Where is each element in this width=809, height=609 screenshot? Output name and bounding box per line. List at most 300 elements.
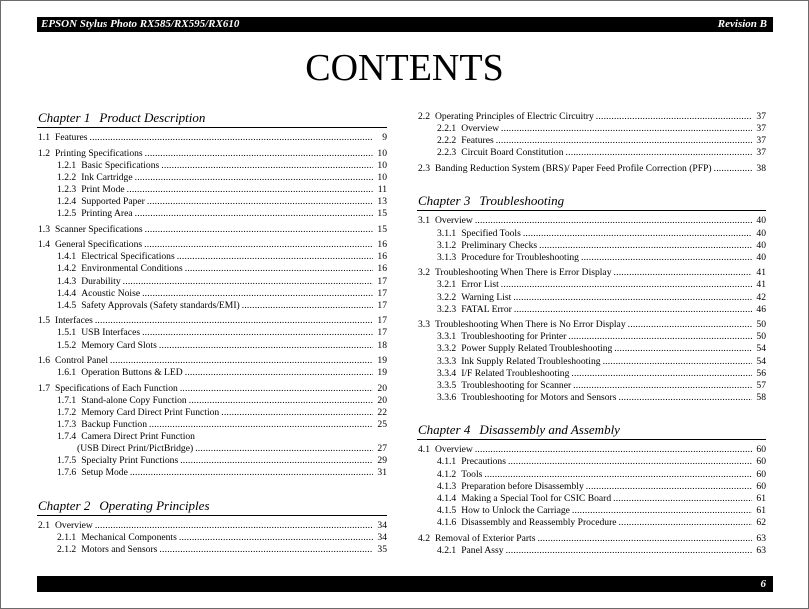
toc-section-link[interactable] (417, 319, 766, 331)
section-title: Making a Special Tool for CSIC Board (461, 492, 612, 504)
section-title: Basic Specifications (81, 159, 160, 171)
toc-subsection-link[interactable] (417, 356, 766, 368)
dot-leader (496, 135, 752, 147)
section-number: 3.3.2 (437, 343, 457, 355)
section-number: 2.1.2 (57, 544, 77, 556)
page-ref: 60 (756, 456, 766, 468)
section-title: Operating Principles of Electric Circuitry (435, 111, 594, 122)
toc-subsection-link[interactable] (37, 367, 387, 379)
section-title: General Specifications (55, 239, 143, 251)
toc-subsection-link[interactable] (417, 368, 766, 380)
dot-leader (572, 505, 752, 517)
section-title: Backup Function (81, 419, 148, 431)
page-ref: 54 (756, 355, 766, 367)
section-title: Specified Tools (461, 227, 521, 239)
dot-leader (475, 444, 752, 456)
page-ref: 20 (377, 394, 387, 406)
toc-subsection-link[interactable] (417, 292, 766, 304)
section-title: Panel Assy (461, 544, 504, 556)
dot-leader (539, 240, 752, 252)
section-number: 1.4.2 (57, 263, 77, 275)
section-title: Safety Approvals (Safety standards/EMI) (81, 299, 240, 311)
section-title: Procedure for Troubleshooting (461, 251, 579, 263)
toc-subsection-link[interactable] (37, 300, 387, 312)
section-number: 1.2 (38, 147, 50, 159)
toc-section-link[interactable] (37, 315, 387, 327)
dot-leader (161, 160, 373, 172)
toc-subsection-link[interactable] (417, 228, 766, 240)
dot-leader (127, 184, 373, 196)
section-number: 1.4.1 (57, 251, 77, 263)
section-title: Memory Card Slots (81, 339, 157, 351)
page-ref: 61 (756, 492, 766, 504)
section-title: Scanner Specifications (55, 223, 143, 235)
dot-leader (149, 419, 373, 431)
dot-leader (144, 239, 373, 251)
toc-left-column (37, 110, 387, 560)
dot-leader (145, 224, 373, 236)
page-ref: 57 (756, 379, 766, 391)
section-number: 3.3.5 (437, 379, 457, 391)
section-number: 1.7.5 (57, 455, 77, 467)
toc-subsection-link[interactable] (37, 419, 387, 431)
dot-leader (628, 319, 752, 331)
section-gap (417, 557, 766, 561)
running-footer (37, 576, 773, 592)
page-ref: 16 (377, 251, 387, 263)
page-ref: 17 (377, 287, 387, 299)
section-title: Features (461, 135, 494, 147)
toc-subsection-link[interactable] (417, 240, 766, 252)
toc-subsection-link[interactable] (417, 147, 766, 159)
toc-subsection-link[interactable] (37, 467, 387, 479)
section-number: 4.1.3 (437, 480, 457, 492)
section-number: 3.3.1 (437, 331, 457, 343)
section-number: 4.1 (418, 444, 430, 456)
section-title: Camera Direct Print Function (81, 431, 195, 443)
page-ref: 17 (377, 299, 387, 311)
section-number: 1.1 (38, 132, 50, 143)
dot-leader (242, 300, 373, 312)
page-ref: 50 (756, 331, 766, 343)
dot-leader (475, 215, 752, 227)
section-number: 3.2.2 (437, 291, 457, 303)
section-title: Printing Specifications (55, 147, 143, 159)
section-title: Troubleshooting for Scanner (461, 379, 572, 391)
toc-section-link[interactable] (37, 355, 387, 367)
dot-leader (189, 395, 373, 407)
section-title: Printing Area (81, 208, 133, 220)
toc-subsection-link[interactable] (37, 455, 387, 467)
dot-leader (619, 517, 752, 529)
page-ref: 11 (377, 183, 387, 195)
product-name: EPSON Stylus Photo RX585/RX595/RX610 (41, 18, 240, 30)
section-number: 1.4.3 (57, 275, 77, 287)
toc-section-link[interactable] (37, 520, 387, 532)
section-title-continued: (USB Direct Print/PictBridge) (77, 443, 194, 455)
page-ref: 34 (377, 520, 387, 532)
page-ref: 63 (756, 544, 766, 556)
page-ref: 38 (756, 162, 766, 174)
dot-leader (159, 340, 373, 352)
toc-section-link[interactable] (417, 444, 766, 456)
toc-subsection-link[interactable] (37, 208, 387, 220)
page-ref: 15 (377, 208, 387, 220)
section-title: Memory Card Direct Print Function (81, 406, 220, 418)
toc-subsection-link[interactable] (37, 532, 387, 544)
section-title: FATAL Error (461, 303, 512, 315)
toc-subsection-link-continued[interactable] (37, 443, 387, 455)
dot-leader (179, 532, 373, 544)
toc-subsection-link[interactable] (417, 123, 766, 135)
toc-subsection-link[interactable] (37, 340, 387, 352)
chapter-gap (417, 407, 766, 422)
toc-subsection-link[interactable] (417, 456, 766, 468)
section-title: Interfaces (55, 315, 93, 327)
toc-subsection-link[interactable] (417, 493, 766, 505)
section-title: Disassembly and Reassembly Procedure (461, 516, 617, 528)
section-title: Overview (435, 444, 473, 456)
section-title: Removal of Exterior Parts (435, 532, 536, 544)
dot-leader (523, 228, 752, 240)
section-number: 3.3 (418, 319, 430, 331)
section-title: Electrical Specifications (81, 251, 175, 263)
section-number: 3.3.6 (437, 391, 457, 403)
section-title: Precautions (461, 456, 506, 468)
page-ref: 62 (756, 516, 766, 528)
section-title: Banding Reduction System (BRS)/ Paper Feed Profile Correction (PFP) (435, 162, 712, 174)
page-ref: 10 (377, 159, 387, 171)
page-ref: 63 (756, 532, 766, 544)
section-number: 4.1.5 (437, 504, 457, 516)
page-title: CONTENTS (305, 47, 504, 89)
section-title: Ink Supply Related Troubleshooting (461, 355, 601, 367)
dot-leader (508, 456, 752, 468)
page-ref: 41 (756, 267, 766, 279)
section-number: 4.1.2 (437, 468, 457, 480)
section-title: Print Mode (81, 183, 125, 195)
section-title: Setup Mode (81, 467, 128, 479)
toc-section-link[interactable] (417, 215, 766, 227)
section-number: 2.2 (418, 111, 430, 122)
section-number: 1.5.1 (57, 327, 77, 339)
dot-leader (142, 327, 373, 339)
toc-subsection-link[interactable] (417, 469, 766, 481)
toc-section-link[interactable] (37, 239, 387, 251)
page-ref: 17 (377, 275, 387, 287)
page-ref: 37 (756, 111, 766, 122)
chapter-heading[interactable] (417, 193, 766, 211)
page-ref: 54 (756, 343, 766, 355)
section-number: 4.1.1 (437, 456, 457, 468)
page-ref: 35 (377, 544, 387, 556)
section-number: 1.5 (38, 315, 50, 327)
toc-subsection-link[interactable] (417, 392, 766, 404)
toc-section-link[interactable] (37, 383, 387, 395)
page-ref: 37 (756, 147, 766, 159)
dot-leader (596, 111, 752, 123)
section-gap (37, 556, 387, 560)
section-title: Ink Cartridge (81, 171, 133, 183)
section-number: 3.3.4 (437, 367, 457, 379)
section-title: Troubleshooting for Printer (461, 331, 567, 343)
section-number: 2.2.3 (437, 147, 457, 159)
page-ref: 40 (756, 227, 766, 239)
dot-leader (618, 392, 752, 404)
toc-subsection-link[interactable] (37, 431, 387, 443)
toc-subsection-link[interactable] (37, 263, 387, 275)
dot-leader (514, 304, 752, 316)
page-ref: 17 (377, 327, 387, 339)
dot-leader (603, 356, 752, 368)
toc-subsection-link[interactable] (417, 135, 766, 147)
dot-leader (513, 292, 752, 304)
section-number: 3.1.3 (437, 251, 457, 263)
dot-leader (135, 172, 373, 184)
chapter-gap (37, 483, 387, 498)
section-number: 3.1.2 (437, 239, 457, 251)
page-ref: 27 (377, 443, 387, 455)
toc-section-link[interactable] (417, 111, 766, 123)
toc-subsection-link[interactable] (417, 481, 766, 493)
section-number: 1.7 (38, 382, 50, 394)
toc-subsection-link[interactable] (417, 343, 766, 355)
toc-subsection-link[interactable] (417, 380, 766, 392)
page-ref: 40 (756, 251, 766, 263)
page-ref: 56 (756, 367, 766, 379)
dot-leader (484, 469, 752, 481)
section-title: Mechanical Components (81, 532, 177, 544)
dot-leader (185, 367, 373, 379)
page-ref: 19 (377, 367, 387, 379)
section-number: 1.6.1 (57, 367, 77, 379)
dot-leader (568, 331, 752, 343)
section-number: 3.1.1 (437, 227, 457, 239)
dot-leader (581, 252, 752, 264)
section-title: Troubleshooting When There is No Error Display (435, 319, 626, 331)
section-number: 1.2.3 (57, 183, 77, 195)
section-title: Overview (435, 215, 473, 227)
section-title: Warning List (461, 291, 512, 303)
toc-subsection-link[interactable] (37, 196, 387, 208)
section-number: 4.2 (418, 532, 430, 544)
section-title: Circuit Board Constitution (461, 147, 564, 159)
dot-leader (714, 163, 752, 175)
page-ref: 61 (756, 504, 766, 516)
toc-subsection-link[interactable] (417, 505, 766, 517)
page-ref: 9 (382, 132, 387, 143)
section-number: 4.2.1 (437, 544, 457, 556)
dot-leader (177, 251, 373, 263)
section-number: 1.7.1 (57, 394, 77, 406)
section-title: Supported Paper (81, 195, 145, 207)
page-ref: 22 (377, 406, 387, 418)
toc-subsection-link[interactable] (37, 327, 387, 339)
page-ref: 41 (756, 279, 766, 291)
page-ref: 40 (756, 239, 766, 251)
section-title: I/F Related Troubleshooting (461, 367, 570, 379)
page-ref: 20 (377, 382, 387, 394)
section-number: 2.2.2 (437, 135, 457, 147)
toc-section-link[interactable] (37, 132, 387, 144)
section-number: 1.5.2 (57, 339, 77, 351)
toc-subsection-link[interactable] (37, 276, 387, 288)
section-number: 3.1 (418, 215, 430, 227)
section-title: USB Interfaces (81, 327, 141, 339)
page-ref: 17 (377, 315, 387, 327)
page-ref: 58 (756, 391, 766, 403)
dot-leader (180, 383, 373, 395)
dot-leader (586, 481, 752, 493)
section-number: 3.2.3 (437, 303, 457, 315)
chapter-number: Chapter 1 (38, 110, 91, 125)
dot-leader (180, 455, 373, 467)
section-title: Error List (461, 279, 499, 291)
dot-leader (159, 544, 373, 556)
dot-leader (566, 147, 752, 159)
chapter-title: Disassembly and Assembly (479, 422, 620, 438)
section-number: 4.1.6 (437, 516, 457, 528)
dot-leader (142, 288, 373, 300)
section-number: 1.4.5 (57, 299, 77, 311)
section-number: 3.3.3 (437, 355, 457, 367)
toc-subsection-link[interactable] (37, 172, 387, 184)
section-number: 1.7.3 (57, 419, 77, 431)
toc-subsection-link[interactable] (37, 184, 387, 196)
chapter-title: Product Description (99, 110, 206, 125)
dot-leader (123, 276, 373, 288)
page-ref: 60 (756, 480, 766, 492)
section-title: How to Unlock the Carriage (461, 504, 570, 516)
toc-subsection-link[interactable] (417, 304, 766, 316)
dot-leader (135, 208, 373, 220)
dot-leader (501, 123, 752, 135)
page-ref: 50 (756, 319, 766, 331)
section-number: 1.2.4 (57, 195, 77, 207)
section-title: Overview (461, 123, 500, 135)
section-title: Stand-alone Copy Function (81, 394, 187, 406)
dot-leader (95, 520, 373, 532)
chapter-gap (417, 178, 766, 193)
toc-subsection-link[interactable] (37, 160, 387, 172)
section-title: Troubleshooting When There is Error Display (435, 267, 612, 279)
toc-subsection-link[interactable] (37, 395, 387, 407)
toc-section-link[interactable] (37, 148, 387, 160)
toc-right-column (417, 111, 766, 560)
section-title: Operation Buttons & LED (81, 367, 183, 379)
section-title: Features (55, 132, 88, 143)
dot-leader (185, 263, 373, 275)
toc-subsection-link[interactable] (417, 252, 766, 264)
section-number: 2.1.1 (57, 532, 77, 544)
dot-leader (195, 443, 373, 455)
page-ref: 31 (377, 467, 387, 479)
section-title: Specialty Print Functions (81, 455, 179, 467)
section-number: 1.2.1 (57, 159, 77, 171)
page-ref: 18 (377, 339, 387, 351)
page-ref: 29 (377, 455, 387, 467)
toc-section-link[interactable] (37, 224, 387, 236)
toc-subsection-link[interactable] (417, 517, 766, 529)
section-number: 3.2.1 (437, 279, 457, 291)
chapter-heading[interactable] (37, 110, 387, 128)
chapter-title: Operating Principles (99, 498, 210, 514)
page-ref: 10 (377, 171, 387, 183)
section-number: 1.3 (38, 223, 50, 235)
dot-leader (130, 467, 373, 479)
section-title: Acoustic Noise (81, 287, 141, 299)
page-ref: 46 (756, 303, 766, 315)
dot-leader (95, 315, 373, 327)
section-number: 4.1.4 (437, 492, 457, 504)
page-ref: 19 (377, 355, 387, 367)
dot-leader (573, 380, 752, 392)
toc-subsection-link[interactable] (37, 288, 387, 300)
toc-subsection-link[interactable] (37, 407, 387, 419)
section-title: Preparation before Disassembly (461, 480, 584, 492)
section-number: 1.6 (38, 355, 50, 367)
page-ref: 60 (756, 444, 766, 456)
section-title: Specifications of Each Function (55, 382, 178, 394)
page-ref: 37 (756, 123, 766, 135)
dot-leader (221, 407, 373, 419)
page-ref: 13 (377, 195, 387, 207)
chapter-heading[interactable] (417, 422, 766, 440)
page-ref: 42 (756, 291, 766, 303)
page-ref: 15 (377, 223, 387, 235)
toc-subsection-link[interactable] (417, 331, 766, 343)
page-ref: 34 (377, 532, 387, 544)
section-number: 2.3 (418, 162, 430, 174)
section-title: Tools (461, 468, 483, 480)
toc-subsection-link[interactable] (37, 544, 387, 556)
section-number: 1.4 (38, 239, 50, 251)
section-number: 1.7.6 (57, 467, 77, 479)
section-title: Durability (81, 275, 121, 287)
toc-subsection-link[interactable] (417, 279, 766, 291)
page-ref: 25 (377, 419, 387, 431)
dot-leader (90, 132, 373, 144)
chapter-heading[interactable] (37, 498, 387, 516)
dot-leader (571, 368, 752, 380)
page-ref: 60 (756, 468, 766, 480)
page-ref: 40 (756, 215, 766, 227)
page-ref: 37 (756, 135, 766, 147)
toc-section-link[interactable] (417, 163, 766, 175)
toc-section-link[interactable] (417, 533, 766, 545)
dot-leader (506, 545, 752, 557)
section-title: Power Supply Related Troubleshooting (461, 343, 613, 355)
section-title: Control Panel (55, 355, 109, 367)
section-title: Preliminary Checks (461, 239, 538, 251)
section-number: 1.7.2 (57, 406, 77, 418)
dot-leader (614, 343, 752, 355)
toc-subsection-link[interactable] (37, 251, 387, 263)
dot-leader (501, 279, 752, 291)
page-ref: 16 (377, 239, 387, 251)
dot-leader (537, 533, 752, 545)
revision-label: Revision B (717, 18, 767, 30)
toc-section-link[interactable] (417, 267, 766, 279)
page-number: 6 (760, 578, 766, 590)
running-header (37, 17, 773, 32)
section-title: Troubleshooting for Motors and Sensors (461, 391, 617, 403)
toc-subsection-link[interactable] (417, 545, 766, 557)
section-title: Motors and Sensors (81, 544, 158, 556)
section-title: Environmental Conditions (81, 263, 183, 275)
dot-leader (614, 267, 753, 279)
section-number: 2.2.1 (437, 123, 457, 135)
